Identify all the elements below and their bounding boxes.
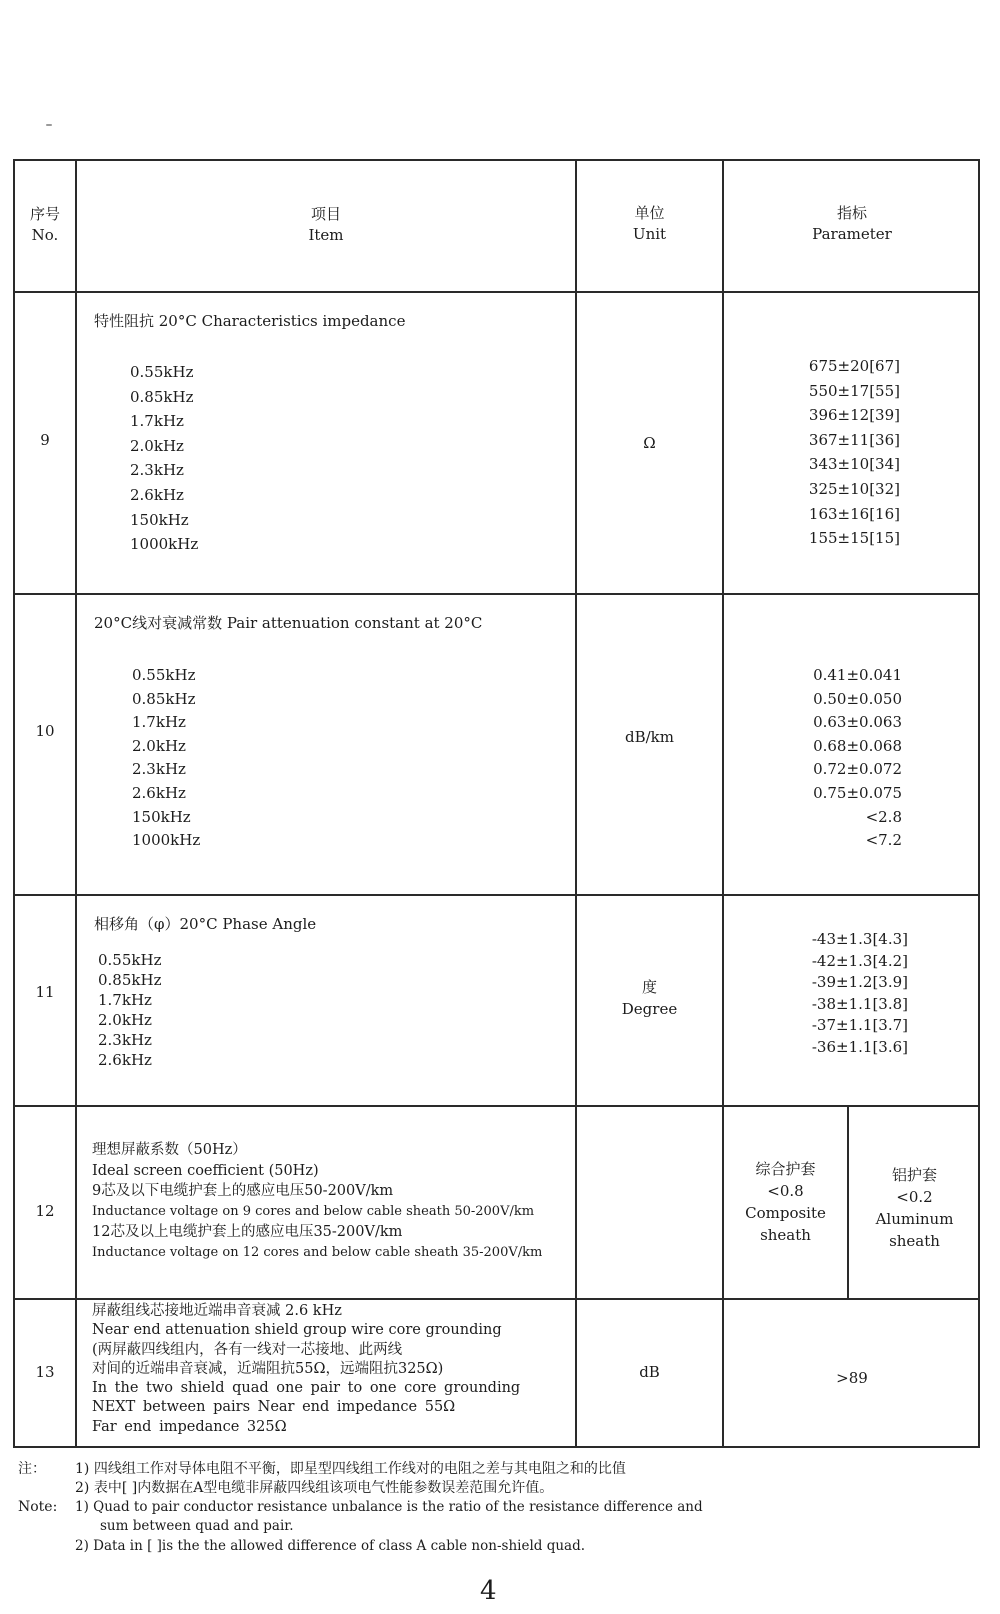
item-line: 屏蔽组线芯接地近端串音衰减 2.6 kHz [92,1303,342,1319]
value-item: 675±20[67] [808,357,900,375]
header-no [15,195,75,255]
row-9-value-list [724,354,900,551]
value-item: 343±10[34] [808,455,900,474]
freq-item: 2.6kHz [132,783,186,802]
value-item: <2.8 [865,807,902,826]
row-11-unit-en: Degree [621,1000,678,1018]
header-parameter [724,194,980,254]
freq-item: 0.55kHz [132,666,196,684]
header-item-cn: 项目 [310,205,341,223]
value-item: 155±15[15] [808,529,900,548]
note-en-1a: 1) Quad to pair conductor resistance unbalance is the ratio of the resistance difference and [75,1499,703,1515]
freq-item: 2.0kHz [130,436,184,455]
item-line: In the two shield quad one pair to one core grounding [92,1380,521,1397]
composite-sheath-value [724,1106,847,1298]
freq-item: 1.7kHz [130,412,184,431]
composite-en2: sheath [760,1226,811,1244]
value-item: -42±1.3[4.2] [811,951,908,970]
value-item: <7.2 [865,831,902,850]
freq-item: 1000kHz [132,831,201,850]
row-9-no: 9 [40,431,50,449]
row-11-unit-cn: 度 [641,978,657,996]
item-line: Inductance voltage on 12 cores and below cable sheath 35-200V/km [92,1244,543,1260]
value-item: 0.75±0.075 [813,783,902,802]
aluminum-value: <0.2 [896,1188,933,1206]
header-unit [577,194,722,254]
freq-item: 1.7kHz [98,991,152,1009]
item-line: 12芯及以上电缆护套上的感应电压35-200V/km [92,1224,403,1241]
value-item: -37±1.1[3.7] [811,1016,908,1034]
row-11-title: 相移角（φ）20°C Phase Angle [94,915,317,933]
header-divider [13,291,980,293]
value-item: -36±1.1[3.6] [811,1037,908,1056]
item-line: Near end attenuation shield group wire core grounding [92,1322,502,1339]
row-10-no: 10 [35,722,55,740]
freq-item: 2.6kHz [98,1051,152,1069]
value-item: -38±1.1[3.8] [811,994,908,1013]
value-item: 325±10[32] [808,479,900,498]
row-9-title: 特性阻抗 20°C Characteristics impedance [94,312,406,330]
aluminum-en2: sheath [889,1232,940,1250]
value-item: 163±16[16] [808,504,900,523]
freq-item: 2.6kHz [130,485,184,504]
freq-item: 1000kHz [130,535,199,554]
composite-cn: 综合护套 [755,1160,816,1178]
note-cn-2: 2) 表中[ ]内数据在A型电缆非屏蔽四线组该项电气性能参数误差范围允许值。 [75,1480,554,1496]
freq-item: 150kHz [132,807,191,826]
freq-item: 2.3kHz [98,1031,152,1049]
header-param-cn: 指标 [836,204,867,222]
item-line: Ideal screen coefficient (50Hz) [92,1162,319,1179]
row-10-freq-list [132,664,200,853]
aluminum-en1: Aluminum [875,1210,954,1228]
aluminum-cn: 铝护套 [891,1166,937,1184]
row-divider-12-13 [13,1298,980,1300]
row-9-unit: Ω [643,434,656,452]
header-unit-en: Unit [632,225,667,243]
header-item [77,195,575,255]
item-line: (两屏蔽四线组内，各有一线对一芯接地、此两线 [92,1341,403,1358]
row-divider-10-11 [13,894,980,896]
row-13-item [92,1302,572,1437]
composite-en1: Composite [745,1204,826,1222]
header-no-cn: 序号 [29,205,60,223]
item-line: Far end impedance 325Ω [92,1418,287,1435]
scan-speck [46,124,52,126]
item-line: 对间的近端串音衰减，近端阻抗55Ω，远端阻抗325Ω) [92,1360,444,1377]
col-divider-item [575,159,577,1448]
item-line: NEXT between pairs Near end impedance 55Ω [92,1399,456,1416]
item-line: Inductance voltage on 9 cores and below cable sheath 50-200V/km [92,1203,535,1219]
freq-item: 2.3kHz [132,760,186,779]
header-param-en: Parameter [812,225,892,243]
row-10-unit: dB/km [625,728,674,746]
aluminum-sheath-value [849,1112,980,1304]
header-item-en: Item [308,226,344,244]
value-item: -39±1.2[3.9] [811,973,908,991]
header-unit-cn: 单位 [634,204,665,222]
row-11-no: 11 [35,983,55,1001]
col-divider-no [75,159,77,1448]
value-item: 367±11[36] [808,430,900,449]
value-item: 0.50±0.050 [813,689,902,708]
row-12-item [92,1140,572,1264]
header-no-en: No. [31,226,59,244]
row-12-no: 12 [35,1202,55,1220]
freq-item: 2.0kHz [132,736,186,755]
item-line: 理想屏蔽系数（50Hz） [92,1142,247,1158]
freq-item: 0.55kHz [98,951,162,969]
value-item: 396±12[39] [808,406,900,425]
row-9-freq-list [130,360,198,557]
value-item: 0.41±0.041 [813,666,902,684]
row-13-no: 13 [35,1363,55,1381]
freq-item: 2.0kHz [98,1011,152,1029]
freq-item: 2.3kHz [130,461,184,480]
freq-item: 0.85kHz [98,971,162,989]
notes-cn-label: 注： [18,1461,46,1477]
value-item: 0.63±0.063 [813,713,902,732]
row-10-value-list [724,664,902,853]
notes-en-label: Note: [18,1499,58,1515]
value-item: 0.72±0.072 [813,760,902,779]
row-11-value-list [724,929,908,1058]
value-item: 550±17[55] [808,381,900,400]
value-item: -43±1.3[4.3] [811,930,908,948]
composite-value: <0.8 [767,1182,804,1200]
note-en-2: 2) Data in [ ]is the the allowed difference of class A cable non-shield quad. [75,1538,586,1554]
value-item: 0.68±0.068 [813,736,902,755]
row-10-title: 20°C线对衰减常数 Pair attenuation constant at 20°C [94,614,483,632]
freq-item: 0.85kHz [132,689,196,708]
freq-item: 150kHz [130,510,189,529]
freq-item: 0.55kHz [130,363,194,381]
row-divider-9-10 [13,593,980,595]
note-en-1b: sum between quad and pair. [100,1518,294,1534]
freq-item: 1.7kHz [132,713,186,732]
row-11-freq-list [98,950,161,1070]
row-13-value: >89 [836,1369,868,1387]
item-line: 9芯及以下电缆护套上的感应电压50-200V/km [92,1183,394,1200]
row-11-unit [577,975,722,1021]
page-number: 4 [480,1576,497,1606]
row-13-unit: dB [639,1363,660,1381]
note-cn-1: 1) 四线组工作对导体电阻不平衡，即星型四线组工作线对的电阻之差与其电阻之和的比值 [75,1461,626,1477]
freq-item: 0.85kHz [130,387,194,406]
